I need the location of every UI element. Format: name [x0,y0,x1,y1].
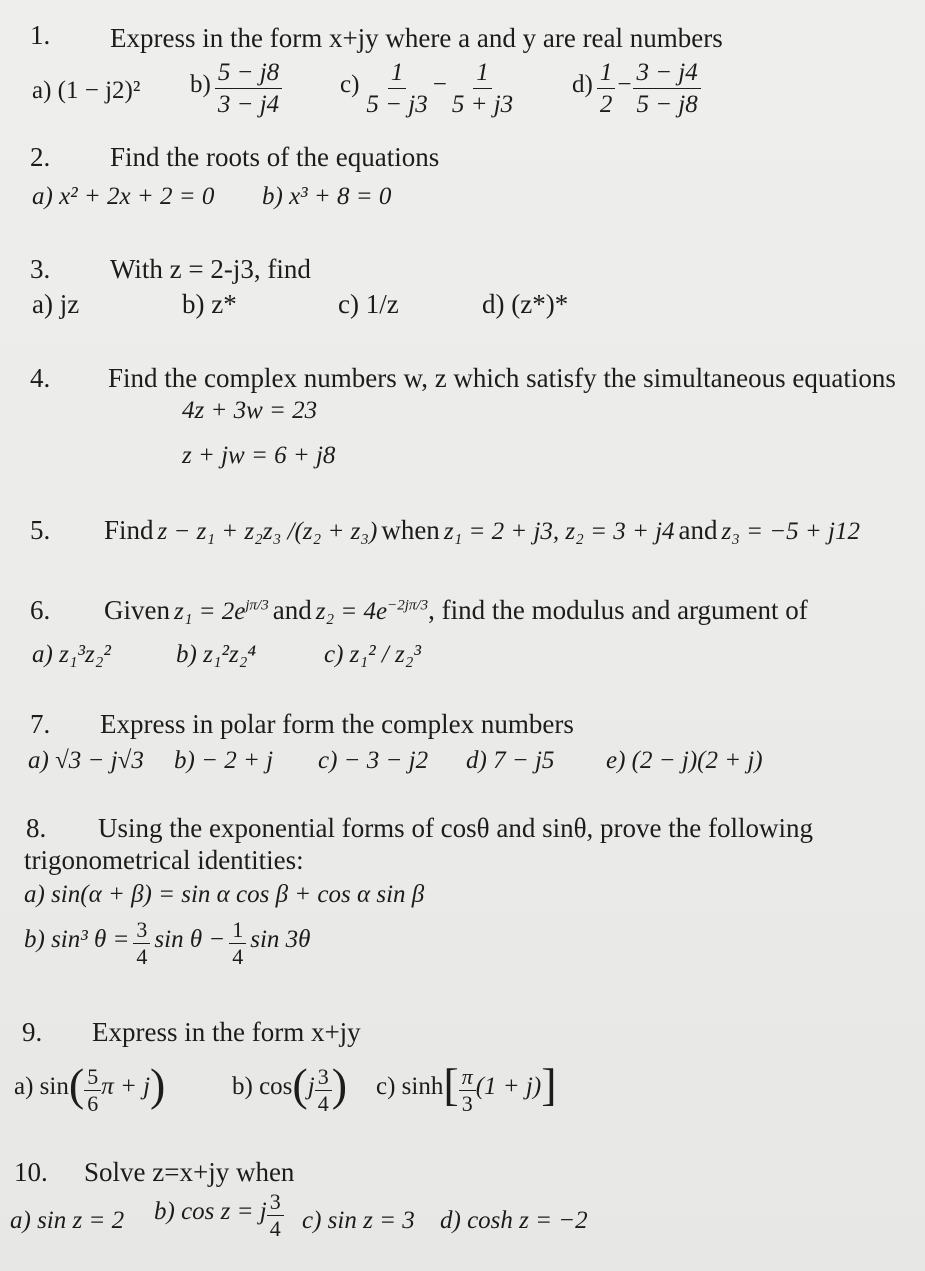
q8-b: b) sin³ θ = $\frac{3}{4}$ sin θ − $\frac{1}{4}$ sin 3θ [24,917,311,969]
q3-a: a) jz [32,289,80,319]
q3-d: d) (z*)* [482,289,569,319]
q7-text: Express in polar form the complex numbers [100,709,574,739]
q4-text: Find the complex numbers w, z which satisfy the simultaneous equations [108,363,896,393]
q9-b-fraction: $\frac{3}{4}$ [315,1065,332,1116]
q2-number: 2. [30,142,51,172]
q10-d: d) cosh z = −2 [440,1207,588,1234]
q1-c-fraction-2: $\frac{1}{5 + j3}$ [451,59,514,118]
q1-a: a) (1 − j2)² [32,77,141,104]
q6-number: 6. [30,595,51,625]
q1-b [190,58,282,119]
q1-d: d) $\frac{1}{2}$ − $\frac{3 - j4}{5 - j8}$ [572,58,701,119]
q6-z2: $z_2 = 4e^{-2j\pi/3}$ [315,597,429,625]
q6-z1: $z_1 = 2e^{j\pi/3}$ [173,597,269,625]
q10-c: c) sin z = 3 [302,1207,415,1234]
q6-line: Given $z_1 = 2e^{j\pi/3}$ and $z_2 = 4e^{-2j\pi/3}$, find the modulus and argument of [104,595,808,625]
q1-c: c) $\frac{1}{5 - j3}$ − $\frac{1}{5 + j3}$ [340,58,516,119]
q1-number: 1. [30,20,51,50]
q6-a: a) z₁³z₂² [32,641,111,668]
q5-expression: z − z₁ + z₂z₃ /(z₂ + z₃) [157,518,378,545]
q10-number: 10. [14,1157,48,1187]
q8-b-fraction-2: $\frac{1}{4}$ [229,918,246,969]
q5-condition-2: z₃ = −5 + j12 [721,518,860,545]
q7-number: 7. [30,709,51,739]
q10-text: Solve z=x+jy when [84,1157,295,1187]
q1-d-fraction-1: $\frac{1}{2}$ [597,58,616,119]
q8-text-1: Using the exponential forms of cosθ and sinθ, prove the following [98,813,813,843]
q9-c: c) sinh[ $\frac{\pi}{3}$ (1 + j)] [376,1059,557,1116]
q1-text: Express in the form x+jy where a and y are real numbers [110,23,723,53]
q3-number: 3. [30,254,51,284]
q3-text: With z = 2-j3, find [110,254,311,284]
q7-c: c) − 3 − j2 [318,747,429,774]
q9-a-fraction: $\frac{5}{6}$ [84,1065,101,1116]
q4-equation-1: 4z + 3w = 23 [182,397,318,424]
q2-a: a) x² + 2x + 2 = 0 [32,183,215,210]
q5-line: Find z − z₁ + z₂z₃ /(z₂ + z₃) when z₁ = 2 + j3, z₂ = 3 + j4 and z₃ = −5 + j12 [104,515,860,545]
q10-b-fraction: $\frac{3}{4}$ [267,1190,284,1241]
q8-number: 8. [26,813,47,843]
q7-e: e) (2 − j)(2 + j) [606,747,763,774]
q2-b: b) x³ + 8 = 0 [262,183,392,210]
q1-c-fraction-1: $\frac{1}{5 - j3}$ [366,59,428,118]
q3-c: c) 1/z [338,289,399,319]
q9-b: b) cos(j $\frac{3}{4}$ ) [232,1059,348,1116]
q4-equation-2: z + jw = 6 + j8 [182,442,336,469]
q9-text: Express in the form x+jy [92,1017,361,1047]
q7-d: d) 7 − j5 [466,747,555,774]
q2-text: Find the roots of the equations [110,142,440,172]
q8-a: a) sin(α + β) = sin α cos β + cos α sin β [24,881,425,908]
q7-a: a) √3 − j√3 [28,747,144,774]
q9-a: a) sin( $\frac{5}{6}$ π + j) [14,1059,166,1116]
q8-text-2: trigonometrical identities: [24,845,304,875]
q10-a: a) sin z = 2 [10,1207,125,1234]
q6-c: c) z₁² / z₂³ [324,641,421,668]
q9-number: 9. [22,1017,43,1047]
q3-b: b) z* [182,289,237,319]
q1-d-fraction-2: $\frac{3 - j4}{5 - j8}$ [633,58,700,119]
q10-b: b) cos z = j $\frac{3}{4}$ [154,1190,284,1241]
q1-b-label: b) [190,71,211,99]
q9-c-fraction: $\frac{\pi}{3}$ [459,1065,476,1116]
q6-b: b) z₁²z₂⁴ [176,641,257,668]
q7-b: b) − 2 + j [174,747,274,774]
q5-condition: z₁ = 2 + j3, z₂ = 3 + j4 [443,518,675,545]
q8-b-fraction-1: $\frac{3}{4}$ [133,918,150,969]
q5-number: 5. [30,515,51,545]
q4-number: 4. [30,363,51,393]
q1-b-fraction: $\frac{5 - j8}{3 - j4}$ [215,58,282,119]
